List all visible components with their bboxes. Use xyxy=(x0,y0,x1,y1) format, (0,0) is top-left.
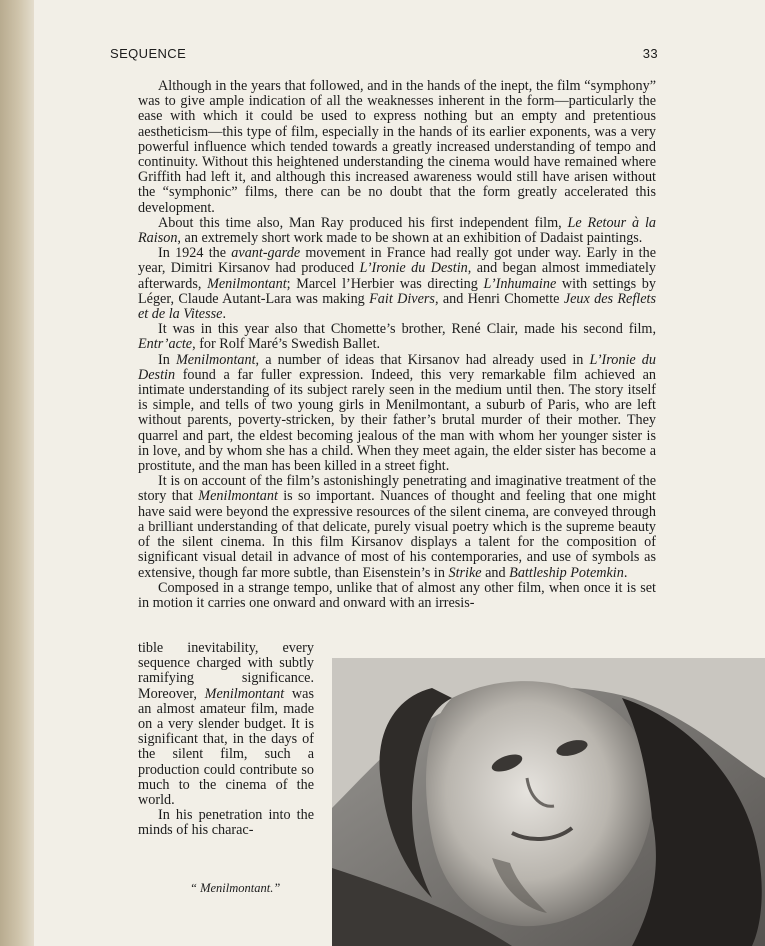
paragraph: About this time also, Man Ray produced his first independent film, Le Retour à la Raison, an extremely short work made to be shown at an exhibition of Dadaist paintings. xyxy=(138,214,656,247)
page-number: 33 xyxy=(642,46,658,61)
article-body xyxy=(138,79,656,611)
paragraph: In 1924 the avant-garde movement in France had really got under way. Early in the year, Dimitri Kirsanov had produced L’Ironie du Destin, and began almost immediately afterwards, Menilmontant; Marcel l’Herbier was directing L’Inhumaine with settings by Léger, Claude Autant-Lara was making Fait Divers, and Henri Chomette Jeux des Reflets et de la Vitesse. xyxy=(138,245,657,323)
paragraph: In his penetration into the minds of his charac- xyxy=(138,807,314,839)
paragraph: It is on account of the film’s astonishingly penetrating and imaginative treatment of the story that Menilmontant is so important. Nuances of thought and feeling that one might have said were beyond the expressive resources of the silent cinema, are conveyed through a brilliant understanding of that delicate, purely visual poetry which is the supreme beauty of the silent cinema. In this film Kirsanov displays a talent for the composition of significant visual detail in advance of most of his contemporaries, and use of symbols as extensive, though far more subtle, than Eisenstein’s in Strike and Battleship Potemkin. xyxy=(138,473,656,581)
page-header xyxy=(110,46,658,64)
paragraph: Although in the years that followed, and in the hands of the inept, the film “symphony” was to give ample indication of all the weaknesses inherent in the form—particularly the ease with which it could be used to express nothing but an empty and pretentious aestheticism—this type of film, especially in the hands of its earlier exponents, was a very powerful influence which tended towards a greatly increased understanding of tempo and continuity. Without this heightened understanding the cinema would have remained where Griffith had left it, and although this increased awareness would still have arisen without the “symphonic” films, there can be no doubt that the form greatly accelerated this development. xyxy=(138,78,656,216)
paragraph: tible inevitability, every sequence charged with subtly ramifying significance. Moreover, Menilmontant was an almost amateur film, made on a very slender budget. It is significant that, in the days of the silent film, such a production could contribute so much to the cinema of the world. xyxy=(138,640,314,809)
paragraph: In Menilmontant, a number of ideas that Kirsanov had already used in L’Ironie du Destin found a far fuller expression. Indeed, this very remarkable film achieved an intimate understanding of its subject rarely seen in the medium until then. The story itself is simple, and tells of two young girls in Menilmontant, a suburb of Paris, who are left without parents, poverty-stricken, by their father’s brutal murder of their mother. They quarrel and part, the eldest becoming jealous of the man with whom her younger sister is in love, and by whom she has a child. When they meet again, the elder sister has become a prostitute, and the man has been killed in a street fight. xyxy=(138,351,656,475)
paragraph: It was in this year also that Chomette’s brother, René Clair, made his second film, Entr’acte, for Rolf Maré’s Swedish Ballet. xyxy=(138,321,656,353)
figure-caption: “ Menilmontant.” xyxy=(190,881,281,895)
running-title: SEQUENCE xyxy=(110,46,187,61)
book-binding-shadow xyxy=(0,0,34,946)
film-still-photo xyxy=(332,658,765,946)
wrapped-column xyxy=(138,641,314,839)
paragraph: Composed in a strange tempo, unlike that of almost any other film, when once it is set in motion it carries one onward and onward with an irresis- xyxy=(138,579,656,611)
